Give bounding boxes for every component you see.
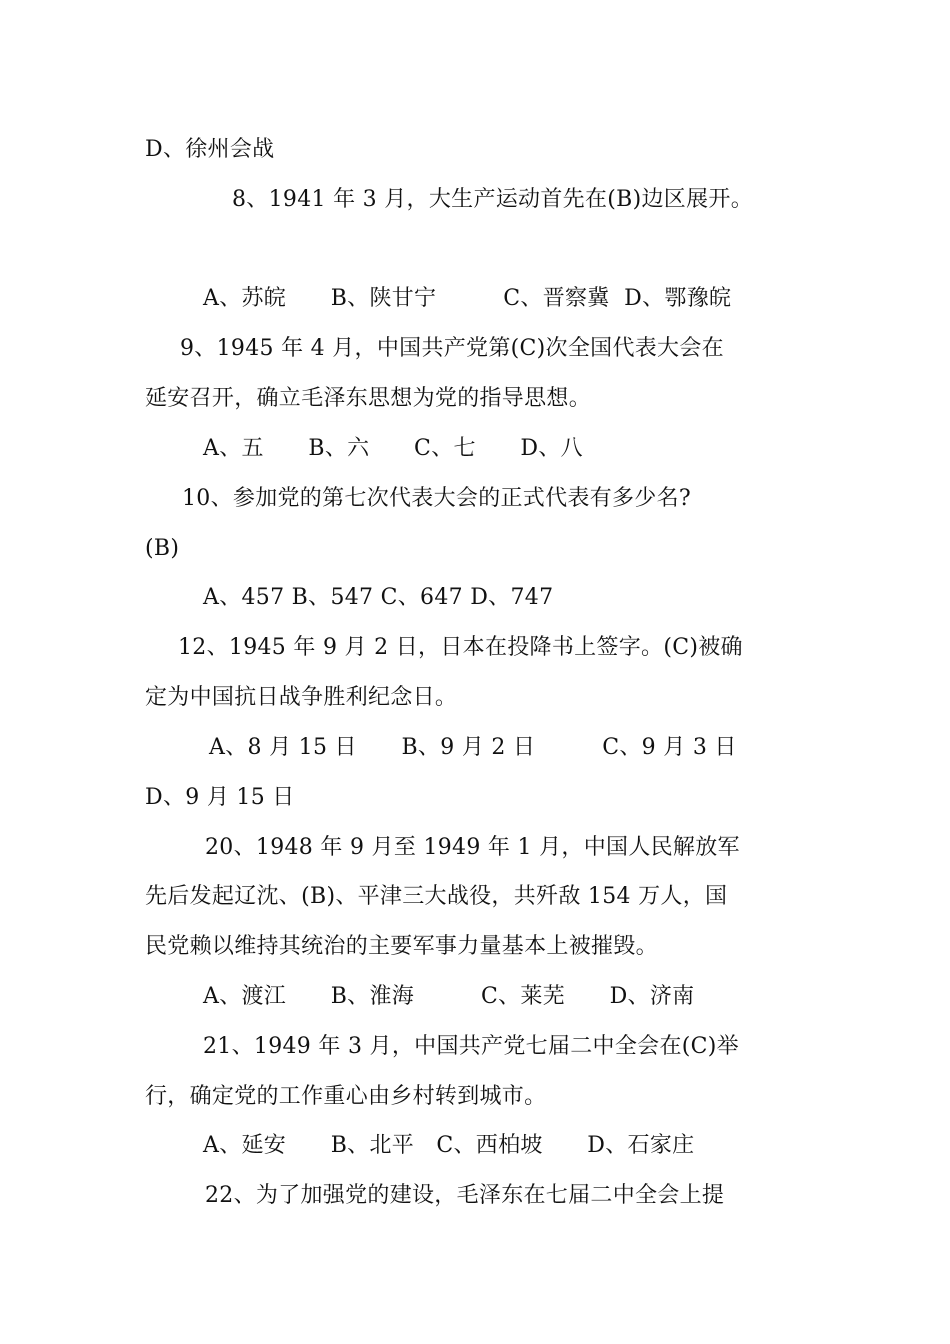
text-line-options-9: A、五 B、六 C、七 D、八 <box>203 436 583 461</box>
text-line-options-10: A、457 B、547 C、647 D、747 <box>203 585 554 610</box>
text-line-question-20-cont: 先后发起辽沈、(B)、平津三大战役，共歼敌 154 万人，国 <box>145 884 728 909</box>
text-line-question-22: 22、为了加强党的建设，毛泽东在七届二中全会上提 <box>205 1183 725 1208</box>
text-line-question-20-cont2: 民党赖以维持其统治的主要军事力量基本上被摧毁。 <box>145 934 658 959</box>
text-line-options-12-d: D、9 月 15 日 <box>145 785 295 810</box>
text-line-question-20: 20、1948 年 9 月至 1949 年 1 月，中国人民解放军 <box>205 835 740 860</box>
text-line-question-21-cont: 行，确定党的工作重心由乡村转到城市。 <box>145 1084 547 1109</box>
text-line-question-12-cont: 定为中国抗日战争胜利纪念日。 <box>145 685 458 710</box>
text-line-question-9: 9、1945 年 4 月，中国共产党第(C)次全国代表大会在 <box>180 336 724 361</box>
text-line-options-8: A、苏皖 B、陕甘宁 C、晋察冀 D、鄂豫皖 <box>203 286 732 311</box>
text-line-question-10: 10、参加党的第七次代表大会的正式代表有多少名? <box>182 486 691 511</box>
text-line-option-d-xuzhou: D、徐州会战 <box>145 137 275 162</box>
text-line-question-12: 12、1945 年 9 月 2 日，日本在投降书上签字。(C)被确 <box>178 635 743 660</box>
text-line-question-10-answer: (B) <box>145 536 180 561</box>
text-line-options-20: A、渡江 B、淮海 C、莱芜 D、济南 <box>203 984 695 1009</box>
text-line-question-9-cont: 延安召开，确立毛泽东思想为党的指导思想。 <box>145 386 592 411</box>
text-line-question-8: 8、1941 年 3 月，大生产运动首先在(B)边区展开。 <box>232 187 753 212</box>
text-line-question-21: 21、1949 年 3 月，中国共产党七届二中全会在(C)举 <box>203 1034 739 1059</box>
text-line-options-12: A、8 月 15 日 B、9 月 2 日 C、9 月 3 日 <box>209 735 737 760</box>
text-line-options-21: A、延安 B、北平 C、西柏坡 D、石家庄 <box>203 1133 695 1158</box>
